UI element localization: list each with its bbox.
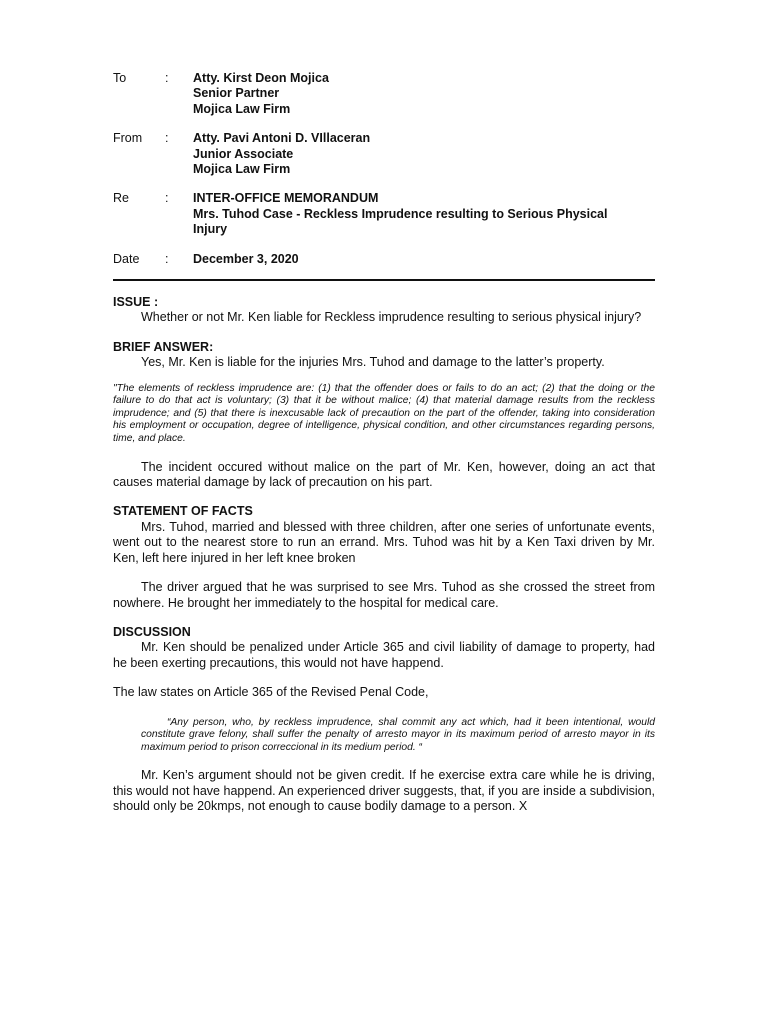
facts-paragraph-2: The driver argued that he was surprised to see Mrs. Tuhod as she crossed the street from nowhere. He brought her immediately to the hospital for medical care. [113, 580, 655, 610]
brief-answer-section [113, 340, 655, 491]
discussion-heading: DISCUSSION [113, 624, 191, 639]
brief-answer-conclusion: The incident occured without malice on the part of Mr. Ken, however, doing an act that causes material damage by lack of precaution on his part. [113, 459, 655, 490]
date-colon: : [165, 251, 169, 266]
from-colon: : [165, 131, 169, 146]
to-label: To [113, 71, 127, 85]
re-values [193, 191, 607, 237]
issue-text: Whether or not Mr. Ken liable for Reckless imprudence resulting to serious physical injury? [141, 310, 642, 325]
article-365-quote: “Any person, who, by reckless imprudence, shal commit any act which, had it been intentional, would constitute grave felony, shall suffer the penalty of arresto mayor in its maximum period of arresto mayor in its maximum period to prison correccional in its medium period. “ [141, 716, 655, 753]
to-firm: Mojica Law Firm [193, 101, 291, 116]
date-value: December 3, 2020 [193, 251, 299, 266]
to-values [193, 71, 329, 117]
from-name: Atty. Pavi Antoni D. VIllaceran [193, 131, 371, 146]
elements-quote: "The elements of reckless imprudence are: (1) that the offender does or fails to do an act; (2) that the doing or the failure to do that act is voluntary; (3) that it be without malice; (4) that material damage results from the reckless imprudence; and (5) that there is inexcusable lack of precaution on the part of the offender, taking into consideration his employment or occupation, degree of intelligence, physical condition, and other circumstances regarding persons, time, and place. [113, 382, 655, 445]
re-label: Re [113, 191, 129, 206]
re-row [113, 191, 655, 237]
discussion-section [113, 625, 655, 815]
facts-section [113, 504, 655, 610]
re-line-1: INTER-OFFICE MEMORANDUM [193, 191, 379, 206]
re-colon: : [165, 191, 169, 206]
facts-paragraph-1: Mrs. Tuhod, married and blessed with three children, after one series of unfortunate events, went out to the nearest store to run an errand. Mrs. Tuhod was hit by a Ken Taxi driven by Mr. Ken, left here injured in her left knee broken [113, 519, 655, 565]
to-title: Senior Partner [193, 86, 280, 101]
discussion-paragraph-1: Mr. Ken should be penalized under Article 365 and civil liability of damage to property, had he been exerting precautions, this would not have happend. [113, 640, 655, 670]
to-row [113, 71, 655, 117]
from-firm: Mojica Law Firm [193, 162, 291, 177]
from-values [193, 131, 370, 177]
law-intro: The law states on Article 365 of the Revised Penal Code, [113, 685, 429, 700]
date-label: Date [113, 251, 140, 266]
from-label: From [113, 131, 143, 146]
from-title: Junior Associate [193, 146, 294, 161]
issue-heading: ISSUE : [113, 295, 159, 310]
facts-heading: STATEMENT OF FACTS [113, 504, 253, 519]
discussion-paragraph-2: Mr. Ken’s argument should not be given credit. If he exercise extra care while he is driving, this would not have happend. An experienced driver suggests, that, if you are inside a subdivision, should only be 20kmps, not enough to cause bodily damage to a person. X [113, 768, 656, 814]
to-colon: : [165, 71, 169, 85]
issue-section [113, 295, 655, 326]
memo-page [113, 71, 655, 815]
date-row [113, 252, 655, 267]
brief-answer-heading: BRIEF ANSWER: [113, 339, 214, 354]
from-row [113, 131, 655, 177]
header-divider [113, 279, 655, 281]
re-line-3: Injury [193, 222, 228, 237]
re-line-2: Mrs. Tuhod Case - Reckless Imprudence resulting to Serious Physical [193, 206, 608, 221]
to-name: Atty. Kirst Deon Mojica [193, 71, 329, 85]
brief-answer-text: Yes, Mr. Ken is liable for the injuries Mrs. Tuhod and damage to the latter’s property. [141, 355, 605, 370]
